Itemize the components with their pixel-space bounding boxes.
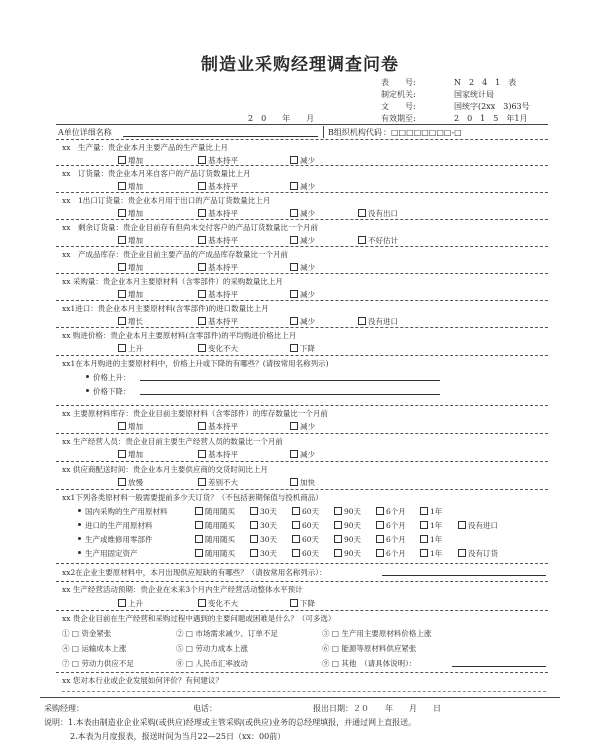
option-increase[interactable]: 增加	[118, 262, 143, 273]
checkbox[interactable]	[376, 521, 384, 529]
divider	[56, 327, 548, 328]
divider	[56, 610, 548, 611]
question-text: xx 生产经营人员：贵企业目前主要生产经营人员的数量比一个月前	[62, 437, 283, 446]
lead-row-parts: 生产或维修用零部件	[78, 534, 153, 545]
other-problem-field[interactable]	[452, 658, 546, 667]
checkbox[interactable]	[195, 535, 203, 543]
option-decrease[interactable]: 减少	[290, 235, 315, 246]
option[interactable]: 30天	[250, 520, 277, 531]
divider	[56, 273, 548, 274]
checkbox[interactable]	[118, 478, 126, 486]
checkbox[interactable]	[358, 317, 366, 325]
checkbox[interactable]	[198, 422, 206, 430]
checkbox[interactable]	[290, 263, 298, 271]
divider	[56, 672, 548, 673]
option[interactable]: 1年	[420, 520, 442, 531]
questionnaire-title: 制造业采购经理调查问卷	[201, 55, 399, 75]
suggestion-question: xx 您对本行业或企业发展如何评价？有何建议？	[62, 676, 223, 685]
price-down-field[interactable]	[140, 386, 440, 395]
option-decrease[interactable]: 减少	[290, 289, 315, 300]
checkbox[interactable]	[334, 549, 342, 557]
question-text: xx 采购量：贵企业本月主要原材料（含零部件）的采购数量比上月	[62, 277, 283, 286]
bullet-icon	[78, 523, 81, 526]
report-date-line: 2 0 年 月	[248, 114, 315, 123]
option[interactable]: 60天	[292, 534, 319, 545]
bullet-icon	[78, 537, 81, 540]
problem-option[interactable]: ⑥ □ 能源等原材料供应紧张	[322, 644, 417, 653]
option-little-change[interactable]: 变化不大	[198, 598, 238, 609]
question-text: xx 产成品库存：贵企业目前主要产品的产成品库存数量比一个月前	[62, 250, 288, 259]
bullet-icon	[78, 509, 81, 512]
checkbox[interactable]	[118, 263, 126, 271]
divider	[56, 300, 548, 301]
option[interactable]: 随用随买	[195, 520, 235, 531]
problem-option[interactable]: ④ □ 运输成本上涨	[62, 644, 127, 653]
option-increase[interactable]: 增加	[118, 289, 143, 300]
option-increase[interactable]: 增加	[118, 155, 143, 166]
checkbox[interactable]	[198, 156, 206, 164]
price-up-row: 价格上升：	[86, 372, 131, 383]
checkbox[interactable]	[290, 450, 298, 458]
meta-label: 有效期至:	[381, 114, 416, 123]
option-decrease[interactable]: 减少	[290, 449, 315, 460]
option-little-change[interactable]: 变化不大	[198, 343, 238, 354]
checkbox[interactable]	[198, 236, 206, 244]
option-fall[interactable]: 下降	[290, 343, 315, 354]
option[interactable]: 6个月	[376, 548, 406, 559]
option-increase[interactable]: 增加	[118, 208, 143, 219]
checkbox[interactable]	[118, 182, 126, 190]
option-similar[interactable]: 差别不大	[198, 477, 238, 488]
question-text: xx 订货量：贵企业本月来自客户的产品订货数量比上月	[62, 169, 251, 178]
checkbox[interactable]	[198, 344, 206, 352]
bullet-icon	[86, 375, 89, 378]
lead-row-fixed-assets: 生产用固定资产	[78, 548, 138, 559]
option[interactable]: 1年	[420, 548, 442, 559]
checkbox[interactable]	[118, 422, 126, 430]
problem-option[interactable]: ① □ 资金紧张	[62, 629, 112, 638]
checkbox[interactable]	[376, 535, 384, 543]
option[interactable]: 6个月	[376, 534, 406, 545]
price-up-field[interactable]	[140, 372, 440, 381]
question-text: xx 剩余订货量：贵企业目前存有但尚未交付客户的产品订货数量比一个月前	[62, 223, 318, 232]
problem-option[interactable]: ⑤ □ 劳动力成本上涨	[176, 644, 248, 653]
checkbox[interactable]	[290, 317, 298, 325]
option-decrease[interactable]: 减少	[290, 316, 315, 327]
option[interactable]: 30天	[250, 534, 277, 545]
option-hard-to-estimate[interactable]: 不好估计	[358, 235, 398, 246]
checkbox[interactable]	[458, 549, 466, 557]
checkbox[interactable]	[195, 521, 203, 529]
option-increase[interactable]: 增加	[118, 235, 143, 246]
option[interactable]: 1年	[420, 534, 442, 545]
option[interactable]: 1年	[420, 506, 442, 517]
checkbox[interactable]	[290, 290, 298, 298]
option[interactable]: 6个月	[376, 520, 406, 531]
checkbox[interactable]	[250, 521, 258, 529]
option[interactable]: 随用随买	[195, 548, 235, 559]
checkbox[interactable]	[292, 507, 300, 515]
checkbox[interactable]	[376, 507, 384, 515]
option-flat[interactable]: 基本持平	[198, 262, 238, 273]
checkbox[interactable]	[290, 478, 298, 486]
option[interactable]: 没有进口	[458, 520, 498, 531]
header-divider	[323, 126, 324, 138]
option-increase[interactable]: 增加	[118, 421, 143, 432]
divider	[56, 433, 548, 434]
checkbox[interactable]	[250, 535, 258, 543]
option-flat[interactable]: 基本持平	[198, 155, 238, 166]
option[interactable]: 6个月	[376, 506, 406, 517]
checkbox[interactable]	[198, 290, 206, 298]
checkbox[interactable]	[118, 156, 126, 164]
checkbox[interactable]	[420, 535, 428, 543]
checkbox[interactable]	[420, 507, 428, 515]
checkbox[interactable]	[118, 236, 126, 244]
divider	[56, 355, 548, 356]
checkbox[interactable]	[290, 156, 298, 164]
suggestion-field[interactable]	[62, 691, 546, 693]
option[interactable]: 90天	[334, 548, 361, 559]
option-flat[interactable]: 基本持平	[198, 316, 238, 327]
checkbox[interactable]	[198, 450, 206, 458]
checkbox[interactable]	[290, 236, 298, 244]
checkbox[interactable]	[250, 507, 258, 515]
question-text: xx1进口：贵企业本月主要原材料(含零部件)的进口数量比上月	[62, 304, 269, 313]
divider	[56, 165, 548, 166]
note-2: 2.本表为月度报表，报送时间为当月22—25日（xx：00前）	[70, 732, 286, 741]
question-text: xx 购进价格：贵企业本月主要原材料(含零部件)的平均购进价格比上月	[62, 331, 297, 340]
footer-rule	[40, 697, 560, 698]
divider	[56, 246, 548, 247]
meta-label: 文 号:	[381, 102, 416, 111]
option-flat[interactable]: 基本持平	[198, 235, 238, 246]
option-flat[interactable]: 基本持平	[198, 208, 238, 219]
top-rule	[56, 124, 548, 125]
option[interactable]: 90天	[334, 520, 361, 531]
option-increase[interactable]: 增加	[118, 449, 143, 460]
problem-option[interactable]: ③ □ 生产用主要原材料价格上涨	[322, 629, 432, 638]
divider	[56, 581, 548, 582]
option[interactable]: 60天	[292, 506, 319, 517]
option-rise[interactable]: 上升	[118, 343, 143, 354]
checkbox[interactable]	[198, 478, 206, 486]
meta-value: N 2 4 1 表	[454, 78, 517, 87]
checkbox[interactable]	[118, 317, 126, 325]
checkbox[interactable]	[290, 209, 298, 217]
phone-label: 电话：	[193, 704, 217, 713]
checkbox[interactable]	[198, 263, 206, 271]
option-flat[interactable]: 基本持平	[198, 449, 238, 460]
option-decrease[interactable]: 减少	[290, 262, 315, 273]
option-decrease[interactable]: 减少	[290, 421, 315, 432]
checkbox[interactable]	[290, 182, 298, 190]
problem-option[interactable]: ② □ 市场需求减少、订单不足	[176, 629, 278, 638]
question-text: xx1在本月购进的主要原材料中，价格上升或下降的有哪些？(请按常用名称列示)	[62, 359, 329, 368]
meta-value: 2 0 1 5 年1月	[454, 114, 528, 123]
option[interactable]: 30天	[250, 548, 277, 559]
option-decrease[interactable]: 减少	[290, 155, 315, 166]
option-flat[interactable]: 基本持平	[198, 421, 238, 432]
price-down-row: 价格下降：	[86, 386, 131, 397]
checkbox[interactable]	[118, 209, 126, 217]
option-flat[interactable]: 基本持平	[198, 181, 238, 192]
checkbox[interactable]	[376, 549, 384, 557]
divider	[56, 192, 548, 193]
option[interactable]: 60天	[292, 548, 319, 559]
divider	[56, 405, 548, 406]
divider	[56, 219, 548, 220]
checkbox[interactable]	[118, 290, 126, 298]
checkbox[interactable]	[195, 549, 203, 557]
checkbox[interactable]	[250, 549, 258, 557]
bullet-icon	[86, 389, 89, 392]
checkbox[interactable]	[118, 450, 126, 458]
checkbox[interactable]	[195, 507, 203, 515]
meta-label: 表 号:	[381, 78, 416, 87]
option-increase[interactable]: 增长	[118, 316, 143, 327]
option-fall[interactable]: 下降	[290, 598, 315, 609]
option-no-export[interactable]: 没有出口	[358, 208, 398, 219]
meta-value: 国统字(2xx 3)63号	[454, 102, 530, 111]
lead-row-domestic: 国内采购的生产用原材料	[78, 506, 168, 517]
option-no-import[interactable]: 没有进口	[358, 316, 398, 327]
divider	[56, 563, 548, 564]
option-decrease[interactable]: 减少	[290, 181, 315, 192]
option-increase[interactable]: 增加	[118, 181, 143, 192]
meta-label: 制定机关:	[381, 90, 416, 99]
question-text: xx 1出口订货量：贵企业本月用于出口的产品订货数量比上月	[62, 196, 271, 205]
checkbox[interactable]	[118, 599, 126, 607]
note-1: 说明：1.本表由制造业企业采购(或供应)经理或主管采购(或供应)业务的总经理填报，并通过网上直报送。	[44, 718, 417, 727]
problem-option[interactable]: ⑧ □ 人民币汇率波动	[176, 659, 248, 668]
problem-option[interactable]: ⑨ □ 其他 （请具体说明）：	[322, 659, 417, 668]
checkbox[interactable]	[292, 521, 300, 529]
option-rise[interactable]: 上升	[118, 598, 143, 609]
unit-name-field[interactable]	[123, 128, 318, 137]
question-text: xx 贵企业目前在生产经营和采购过程中遇到的主要问题或困难是什么？（可多选）	[62, 614, 336, 623]
option[interactable]: 30天	[250, 506, 277, 517]
checkbox[interactable]	[458, 521, 466, 529]
checkbox[interactable]	[292, 535, 300, 543]
option[interactable]: 随用随买	[195, 534, 235, 545]
checkbox[interactable]	[292, 549, 300, 557]
question-text: xx 生产量：贵企业本月主要产品的生产量比上月	[62, 143, 228, 152]
divider	[56, 461, 548, 462]
unit-name-label: A单位详细名称	[58, 128, 112, 137]
question-text: xx 生产经营活动预期：贵企业在未来3个月内生产经营活动整体水平预计	[62, 585, 303, 594]
question-text: xx1下列各类原材料一般需要提前多少天订货？（不包括套期保值与投机商品）	[62, 493, 323, 502]
divider	[56, 489, 548, 490]
problem-option[interactable]: ⑦ □ 劳动力供应不足	[62, 659, 134, 668]
checkbox[interactable]	[198, 317, 206, 325]
checkbox[interactable]	[198, 182, 206, 190]
shortage-field[interactable]	[382, 567, 546, 576]
lead-row-imported: 进口的生产用原材料	[78, 520, 153, 531]
checkbox[interactable]	[420, 521, 428, 529]
checkbox[interactable]	[290, 344, 298, 352]
option[interactable]: 90天	[334, 534, 361, 545]
option-flat[interactable]: 基本持平	[198, 289, 238, 300]
checkbox[interactable]	[198, 599, 206, 607]
checkbox[interactable]	[334, 535, 342, 543]
question-text: xx2在企业主要原材料中，本月出现供应短缺的有哪些？（请按常用名称列示）：	[62, 568, 327, 577]
report-date-label: 报出日期：２０ 年 月 日	[313, 704, 441, 713]
option[interactable]: 90天	[334, 506, 361, 517]
option[interactable]: 随用随买	[195, 506, 235, 517]
checkbox[interactable]	[334, 507, 342, 515]
manager-label: 采购经理：	[44, 704, 84, 713]
option[interactable]: 60天	[292, 520, 319, 531]
checkbox[interactable]	[118, 344, 126, 352]
option-slower[interactable]: 放慢	[118, 477, 143, 488]
checkbox[interactable]	[290, 422, 298, 430]
option[interactable]: 没有订货	[458, 548, 498, 559]
bullet-icon	[78, 551, 81, 554]
org-code-label: B组织机构代码	[328, 128, 382, 137]
question-text: xx 供应商配送时间：贵企业本月主要供应商的交货时间比上月	[62, 465, 268, 474]
checkbox[interactable]	[358, 209, 366, 217]
option-faster[interactable]: 加快	[290, 477, 315, 488]
question-text: xx 主要原材料库存：贵企业目前主要原材料（含零部件）的库存数量比一个月前	[62, 409, 328, 418]
option-decrease[interactable]: 减少	[290, 208, 315, 219]
checkbox[interactable]	[290, 599, 298, 607]
meta-value: 国家统计局	[454, 90, 494, 99]
divider	[56, 139, 548, 140]
checkbox[interactable]	[358, 236, 366, 244]
checkbox[interactable]	[198, 209, 206, 217]
org-code-field[interactable]: ：□□□□□□□□-□	[383, 128, 462, 137]
checkbox[interactable]	[334, 521, 342, 529]
checkbox[interactable]	[420, 549, 428, 557]
